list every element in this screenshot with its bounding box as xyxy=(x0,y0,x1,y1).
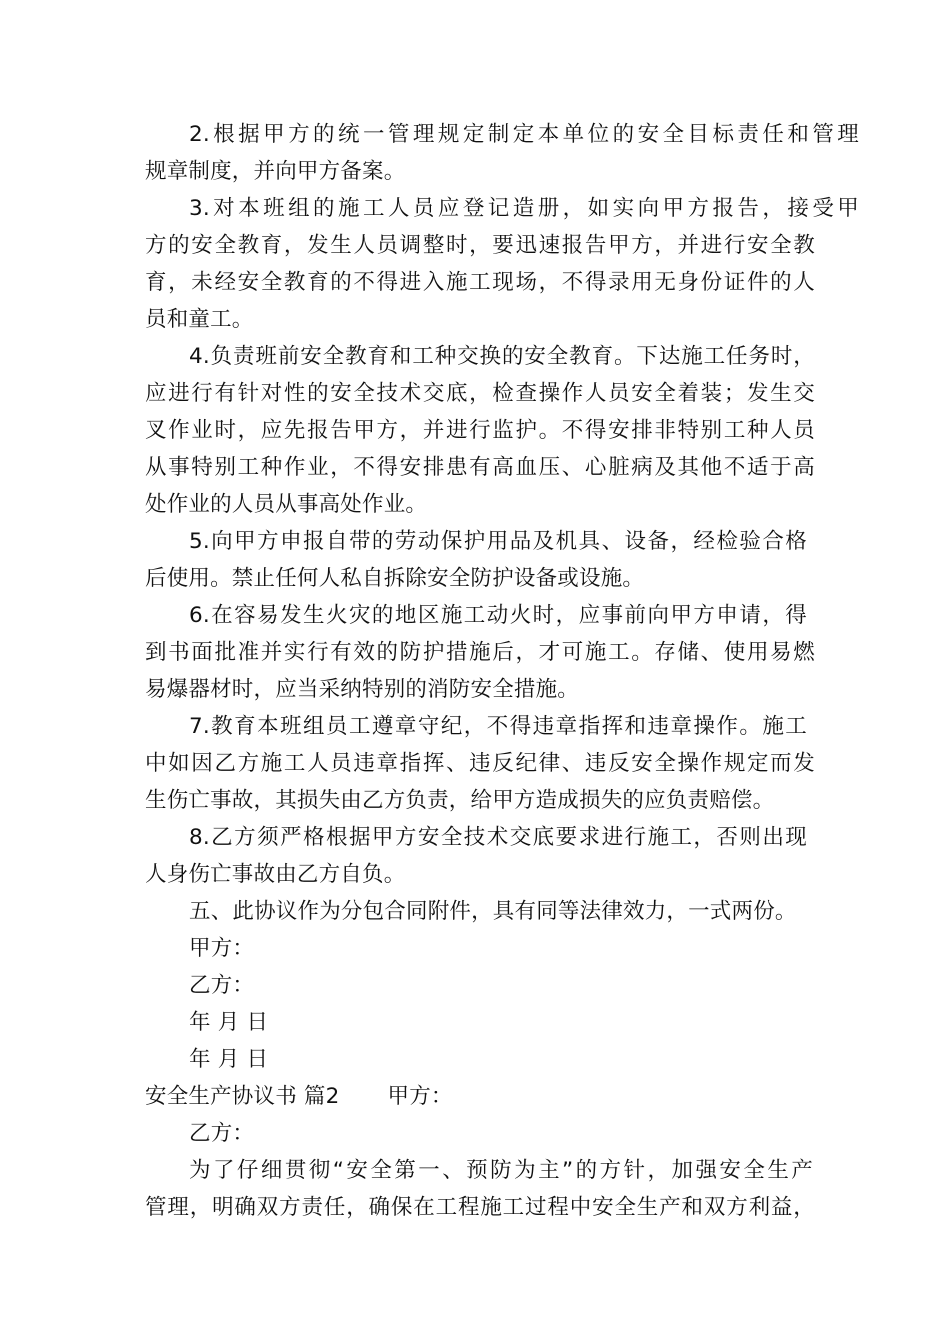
paragraph-4-line-2: 应进行有针对性的安全技术交底，检查操作人员安全着装；发生交 xyxy=(145,381,815,406)
paragraph-4-line-4: 从事特别工种作业，不得安排患有高血压、心脏病及其他不适于高 xyxy=(145,455,815,480)
date-line-2: 年 月 日 xyxy=(189,1047,269,1072)
paragraph-4-line-1: 4.负责班前安全教育和工种交换的安全教育。下达施工任务时， xyxy=(189,344,815,369)
date-line-1: 年 月 日 xyxy=(189,1010,269,1035)
paragraph-7-line-2: 中如因乙方施工人员违章指挥、违反纪律、违反安全操作规定而发 xyxy=(145,751,815,776)
section-heading-row xyxy=(145,1086,815,1108)
paragraph-3-line-4: 员和童工。 xyxy=(145,307,254,332)
intro-line-2: 管理，明确双方责任，确保在工程施工过程中安全生产和双方利益， xyxy=(145,1195,815,1220)
paragraph-4-line-3: 叉作业时，应先报告甲方，并进行监护。不得安排非特别工种人员 xyxy=(145,418,815,443)
paragraph-6-line-1: 6.在容易发生火灾的地区施工动火时，应事前向甲方申请，得 xyxy=(189,603,807,628)
section-heading: 安全生产协议书 篇2 xyxy=(145,1084,340,1109)
paragraph-6-line-2: 到书面批准并实行有效的防护措施后，才可施工。存储、使用易燃 xyxy=(145,640,815,665)
paragraph-8-line-1: 8.乙方须严格根据甲方安全技术交底要求进行施工，否则出现 xyxy=(189,825,807,850)
paragraph-3-line-1: 3.对本班组的施工人员应登记造册，如实向甲方报告，接受甲 xyxy=(189,196,859,221)
paragraph-3-line-3: 育，未经安全教育的不得进入施工现场，不得录用无身份证件的人 xyxy=(145,270,815,295)
paragraph-7-line-3: 生伤亡事故，其损失由乙方负责，给甲方造成损失的应负责赔偿。 xyxy=(145,788,775,813)
paragraph-5-line-1: 5.向甲方申报自带的劳动保护用品及机具、设备，经检验合格 xyxy=(189,529,807,554)
paragraph-7-line-1: 7.教育本班组员工遵章守纪，不得违章指挥和违章操作。施工 xyxy=(189,714,807,739)
party-b-label-2: 乙方： xyxy=(189,1121,255,1146)
paragraph-6-line-3: 易爆器材时，应当采纳特别的消防安全措施。 xyxy=(145,677,580,702)
paragraph-2-line-2: 规章制度，并向甲方备案。 xyxy=(145,159,406,184)
section-5-clause: 五、此协议作为分包合同附件，具有同等法律效力，一式两份。 xyxy=(189,899,797,924)
paragraph-5-line-2: 后使用。禁止任何人私自拆除安全防护设备或设施。 xyxy=(145,566,645,591)
paragraph-2-line-1: 2.根据甲方的统一管理规定制定本单位的安全目标责任和管理 xyxy=(189,122,859,147)
paragraph-8-line-2: 人身伤亡事故由乙方自负。 xyxy=(145,862,406,887)
party-b-label: 乙方： xyxy=(189,973,255,998)
party-a-label: 甲方： xyxy=(189,936,255,961)
party-a-label-2: 甲方： xyxy=(387,1084,453,1109)
paragraph-3-line-2: 方的安全教育，发生人员调整时，要迅速报告甲方，并进行安全教 xyxy=(145,233,815,258)
paragraph-4-line-5: 处作业的人员从事高处作业。 xyxy=(145,492,428,517)
intro-line-1: 为了仔细贯彻“安全第一、预防为主”的方针，加强安全生产 xyxy=(189,1158,813,1183)
